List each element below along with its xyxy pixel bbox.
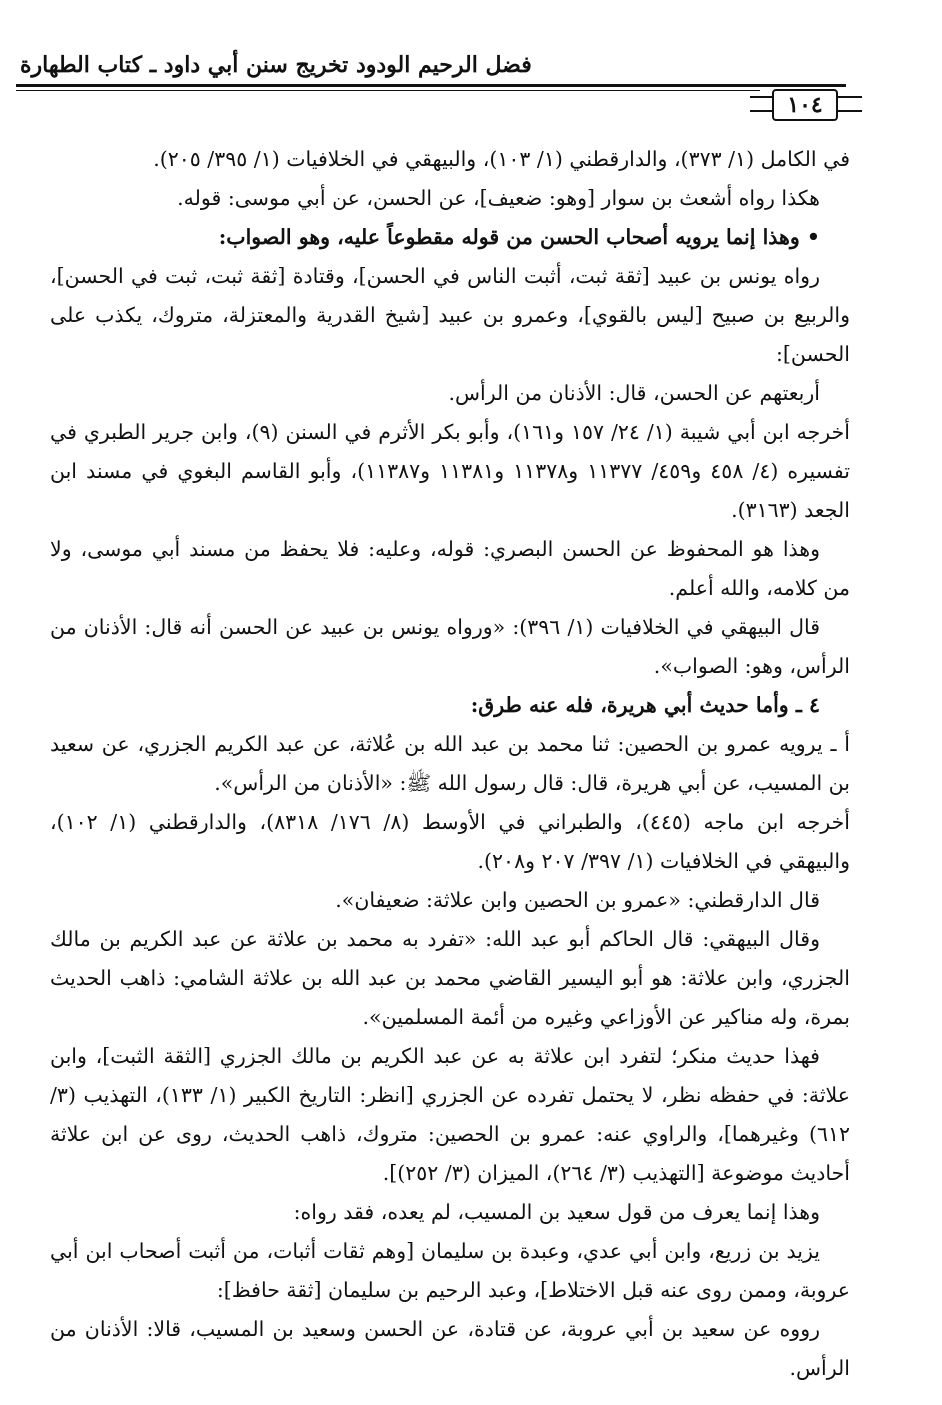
header-rule-thick	[16, 84, 846, 87]
paragraph: رووه عن سعيد بن أبي عروبة، عن قتادة، عن الحسن وسعيد بن المسيب، قالا: الأذنان من الرأس.	[50, 1317, 850, 1380]
paragraph: وهذا إنما يعرف من قول سعيد بن المسيب، لم يعده، فقد رواه:	[293, 1200, 820, 1224]
paragraph: قال البيهقي في الخلافيات (١/ ٣٩٦): «ورواه يونس بن عبيد عن الحسن أنه قال: الأذنان من الرأس، وهو: الصواب».	[50, 615, 850, 678]
page-number-ornament-right	[838, 96, 862, 112]
paragraph: في الكامل (١/ ٣٧٣)، والدارقطني (١/ ١٠٣)، والبيهقي في الخلافيات (١/ ٣٩٥/ ٢٠٥).	[153, 147, 850, 171]
body-text	[50, 140, 850, 1388]
paragraph: وقال البيهقي: قال الحاكم أبو عبد الله: «تفرد به محمد بن علاثة عن عبد الكريم بن مالك الجزري، وابن علاثة: هو أبو اليسير القاضي محمد بن عبد الله بن علاثة الشامي: ذاهب الحديث بمرة، وله مناكير عن الأوزاعي وغيره من أئمة المسلمين».	[50, 927, 850, 1029]
paragraph: أ ـ يرويه عمرو بن الحصين: ثنا محمد بن عبد الله بن عُلاثة، عن عبد الكريم الجزري، عن سعيد بن المسيب، عن أبي هريرة، قال: قال رسول الله ﷺ: «الأذنان من الرأس».	[50, 732, 850, 795]
header-rule-thin	[16, 90, 846, 91]
paragraph: أخرجه ابن أبي شيبة (١/ ٢٤/ ١٥٧ و١٦١)، وأبو بكر الأثرم في السنن (٩)، وابن جرير الطبري في تفسيره (٤/ ٤٥٨ و٤٥٩/ ١١٣٧٧ و١١٣٧٨ و١١٣٨١ و١١٣٨٧)، وأبو القاسم البغوي في مسند ابن الجعد (٣١٦٣).	[50, 420, 851, 522]
page-number: ١٠٤	[772, 89, 838, 121]
paragraph: • وهذا إنما يرويه أصحاب الحسن من قوله مقطوعاً عليه، وهو الصواب:	[218, 225, 820, 249]
paragraph: وهذا هو المحفوظ عن الحسن البصري: قوله، وعليه: فلا يحفظ من مسند أبي موسى، ولا من كلامه، والله أعلم.	[50, 537, 850, 600]
page-number-ornament-left	[750, 96, 774, 112]
paragraph: أربعتهم عن الحسن، قال: الأذنان من الرأس.	[448, 381, 820, 405]
paragraph: فهذا حديث منكر؛ لتفرد ابن علاثة به عن عبد الكريم بن مالك الجزري [الثقة الثبت]، وابن علاثة: في حفظه نظر، لا يحتمل تفرده عن الجزري [انظر: التاريخ الكبير (١/ ١٣٣)، التهذيب (٣/ ٦١٢) وغيرهما]، والراوي عنه: عمرو بن الحصين: متروك، ذاهب الحديث، روى عن ابن علاثة أحاديث موضوعة [التهذيب (٣/ ٢٦٤)، الميزان (٣/ ٢٥٢)].	[50, 1044, 850, 1185]
paragraph: رواه يونس بن عبيد [ثقة ثبت، أثبت الناس في الحسن]، وقتادة [ثقة ثبت، ثبت في الحسن]، والربيع بن صبيح [ليس بالقوي]، وعمرو بن عبيد [شيخ القدرية والمعتزلة، متروك، يكذب على الحسن]:	[50, 264, 850, 366]
paragraph: يزيد بن زريع، وابن أبي عدي، وعبدة بن سليمان [وهم ثقات أثبات، من أثبت أصحاب ابن أبي عروبة، وممن روى عنه قبل الاختلاط]، وعبد الرحيم بن سليمان [ثقة حافظ]:	[50, 1239, 850, 1302]
paragraph: ٤ ـ وأما حديث أبي هريرة، فله عنه طرق:	[470, 693, 820, 717]
paragraph: هكذا رواه أشعث بن سوار [وهو: ضعيف]، عن الحسن، عن أبي موسى: قوله.	[177, 186, 820, 210]
paragraph: أخرجه ابن ماجه (٤٤٥)، والطبراني في الأوسط (٨/ ١٧٦/ ٨٣١٨)، والدارقطني (١/ ١٠٢)، والبيهقي في الخلافيات (١/ ٣٩٧/ ٢٠٧ و٢٠٨).	[50, 810, 850, 873]
running-header: فضل الرحيم الودود تخريج سنن أبي داود ـ كتاب الطهارة	[20, 52, 532, 78]
paragraph: قال الدارقطني: «عمرو بن الحصين وابن علاثة: ضعيفان».	[335, 888, 820, 912]
